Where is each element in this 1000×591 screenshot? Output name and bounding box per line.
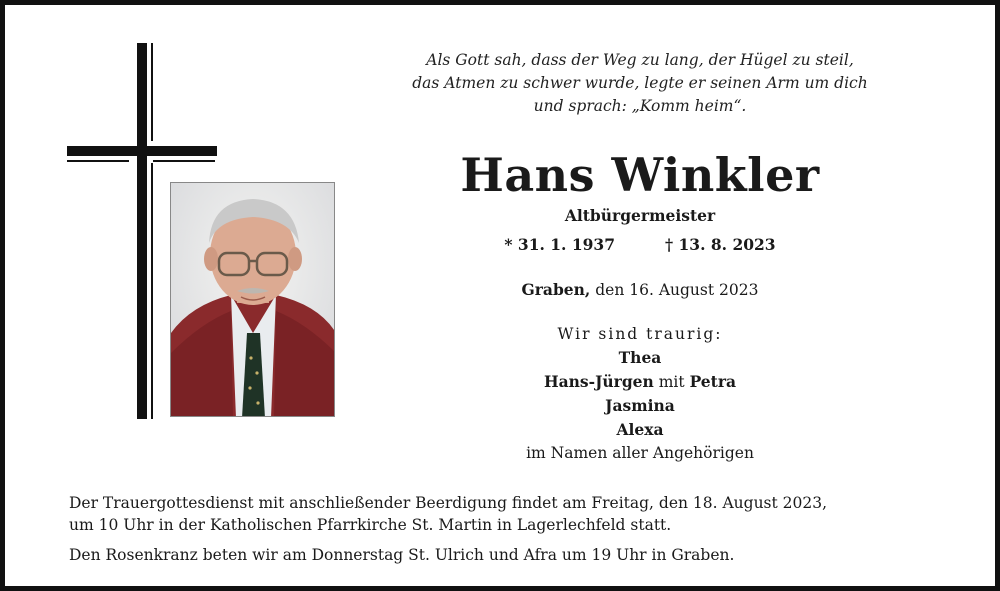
mourners-list: [385, 323, 895, 465]
deceased-role: Altbürgermeister: [564, 206, 716, 225]
mourner-2b: Petra: [689, 372, 737, 391]
birth-date: * 31. 1. 1937: [504, 235, 615, 254]
rosary-info: Den Rosenkranz beten wir am Donnerstag St. Ulrich und Afra um 19 Uhr in Graben.: [69, 546, 735, 564]
place-date: [385, 280, 895, 300]
service-line-1: Der Trauergottesdienst mit anschließender Beerdigung findet am Freitag, den 18. August 2023,: [69, 494, 828, 512]
deceased-name: Hans Winkler: [460, 148, 820, 202]
mourner-4: Alexa: [616, 420, 664, 439]
mourner-2-connector: mit: [653, 373, 690, 391]
place-town: Graben,: [521, 280, 591, 299]
mourner-2a: Hans-Jürgen: [543, 372, 654, 391]
service-info: [69, 492, 969, 536]
service-line-2: um 10 Uhr in der Katholischen Pfarrkirche St. Martin in Lagerlechfeld statt.: [69, 516, 672, 534]
mourner-3: Jasmina: [605, 396, 675, 415]
poem-verse: [385, 49, 895, 118]
poem-line-2: das Atmen zu schwer wurde, legte er seinen Arm um dich: [412, 74, 868, 92]
portrait-photo: [170, 182, 335, 417]
mourners-intro: Wir sind traurig:: [557, 325, 723, 343]
death-date: † 13. 8. 2023: [665, 235, 776, 254]
mourner-1: Thea: [618, 348, 662, 367]
poem-line-3: und sprach: „Komm heim“.: [533, 97, 747, 115]
life-dates: [385, 235, 895, 255]
poem-line-1: Als Gott sah, dass der Weg zu lang, der Hügel zu steil,: [426, 51, 854, 69]
mourners-closing: im Namen aller Angehörigen: [526, 444, 754, 462]
place-date-text: den 16. August 2023: [590, 281, 759, 299]
